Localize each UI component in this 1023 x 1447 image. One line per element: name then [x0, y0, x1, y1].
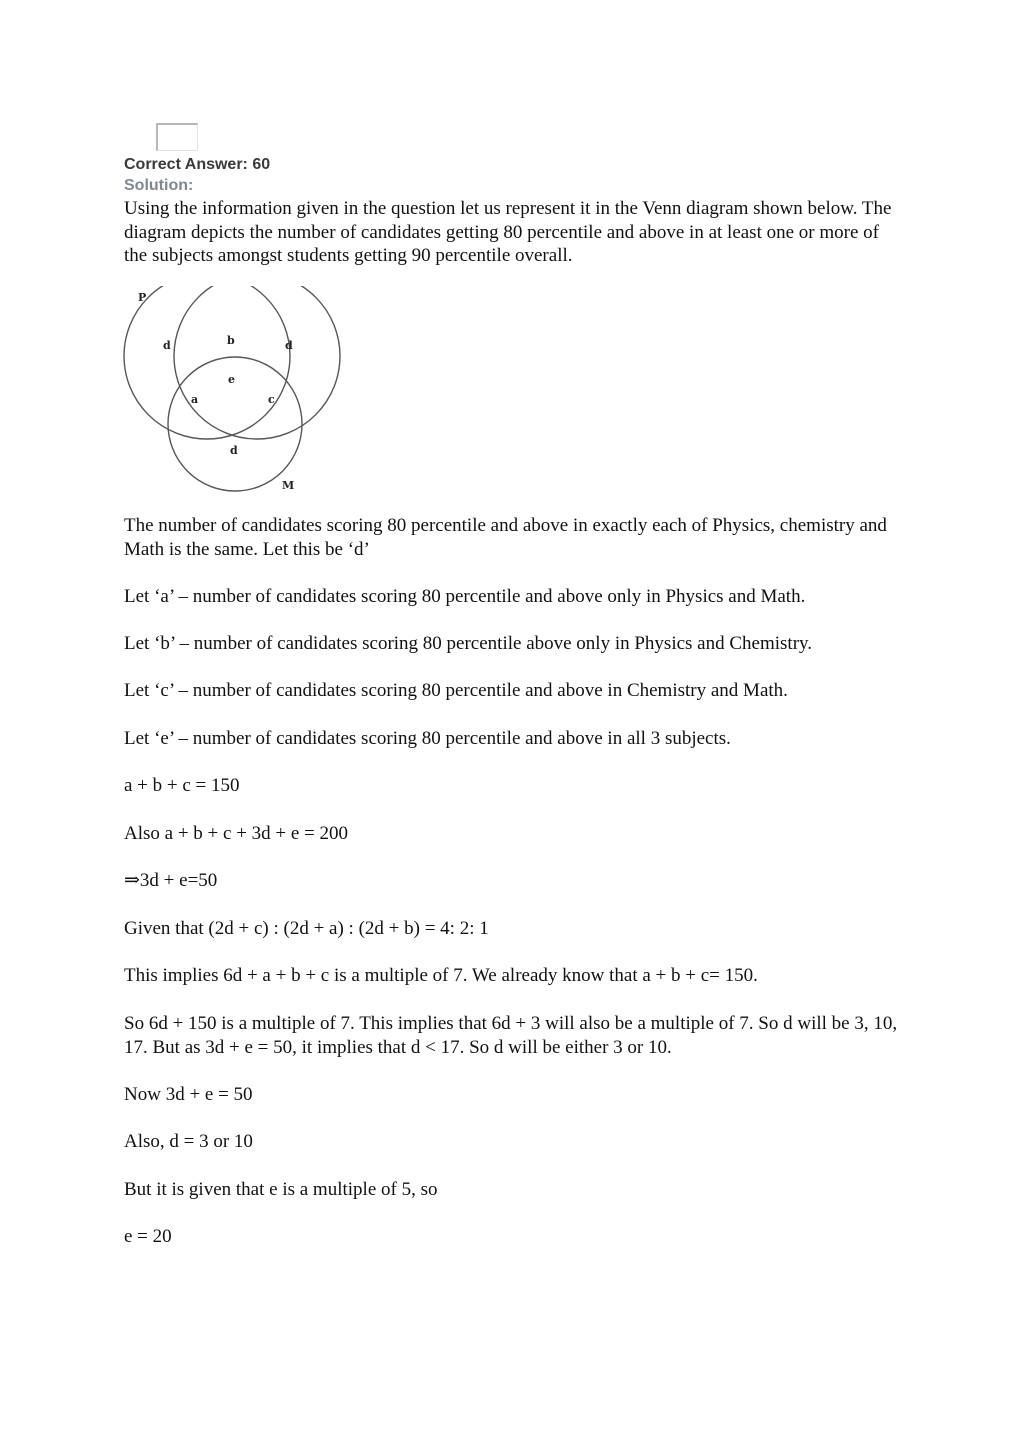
answer-checkbox[interactable]: [156, 123, 198, 151]
solution-label: Solution:: [124, 177, 194, 194]
paragraph-e-multiple-of-5: But it is given that e is a multiple of 5, so: [124, 1179, 438, 1200]
correct-answer: Correct Answer: 60: [124, 156, 271, 173]
venn-circle-math: [168, 357, 302, 491]
equation-3d-e: ⇒3d + e=50: [124, 870, 218, 891]
paragraph-definition-b: Let ‘b’ – number of candidates scoring 80 percentile above only in Physics and Chemistry.: [124, 633, 813, 654]
paragraph-definition-d: The number of candidates scoring 80 percentile and above in exactly each of Physics, chemistry and Math is the same. Let this be ‘d’: [124, 515, 887, 560]
paragraph-definition-a: Let ‘a’ – number of candidates scoring 80 percentile and above only in Physics and Math.: [124, 586, 806, 607]
paragraph-definition-c: Let ‘c’ – number of candidates scoring 80 percentile and above in Chemistry and Math.: [124, 680, 788, 701]
venn-label-p: P: [138, 291, 147, 304]
paragraph-multiple-of-7: This implies 6d + a + b + c is a multiple of 7. We already know that a + b + c= 150.: [124, 965, 758, 986]
paragraph-definition-e: Let ‘e’ – number of candidates scoring 80 percentile and above in all 3 subjects.: [124, 728, 731, 749]
venn-region-b: b: [227, 334, 235, 347]
equation-sum-abc: a + b + c = 150: [124, 775, 240, 796]
equation-d-options: Also, d = 3 or 10: [124, 1131, 253, 1152]
venn-region-d-left: d: [163, 339, 171, 352]
venn-diagram: [120, 286, 350, 496]
venn-label-m: M: [282, 479, 295, 492]
venn-region-c: c: [268, 393, 275, 406]
venn-region-a: a: [191, 393, 199, 406]
equation-e-value: e = 20: [124, 1226, 172, 1247]
equation-now-3d-e: Now 3d + e = 50: [124, 1084, 253, 1105]
paragraph-d-values: So 6d + 150 is a multiple of 7. This implies that 6d + 3 will also be a multiple of 7. So d will be 3, 10, 17. But as 3d + e = 50, it implies that d < 17. So d will be either 3 or 10.: [124, 1013, 898, 1058]
venn-region-e: e: [228, 373, 235, 386]
venn-region-d-bottom: d: [230, 444, 238, 457]
intro-paragraph: Using the information given in the question let us represent it in the Venn diagram shown below. The diagram depicts the number of candidates getting 80 percentile and above in at least one or more of the subjects amongst students getting 90 percentile overall.: [124, 198, 892, 266]
venn-circle-chemistry: [174, 286, 340, 439]
equation-ratio: Given that (2d + c) : (2d + a) : (2d + b) = 4: 2: 1: [124, 918, 489, 939]
equation-total: Also a + b + c + 3d + e = 200: [124, 823, 349, 844]
venn-region-d-right: d: [285, 339, 293, 352]
